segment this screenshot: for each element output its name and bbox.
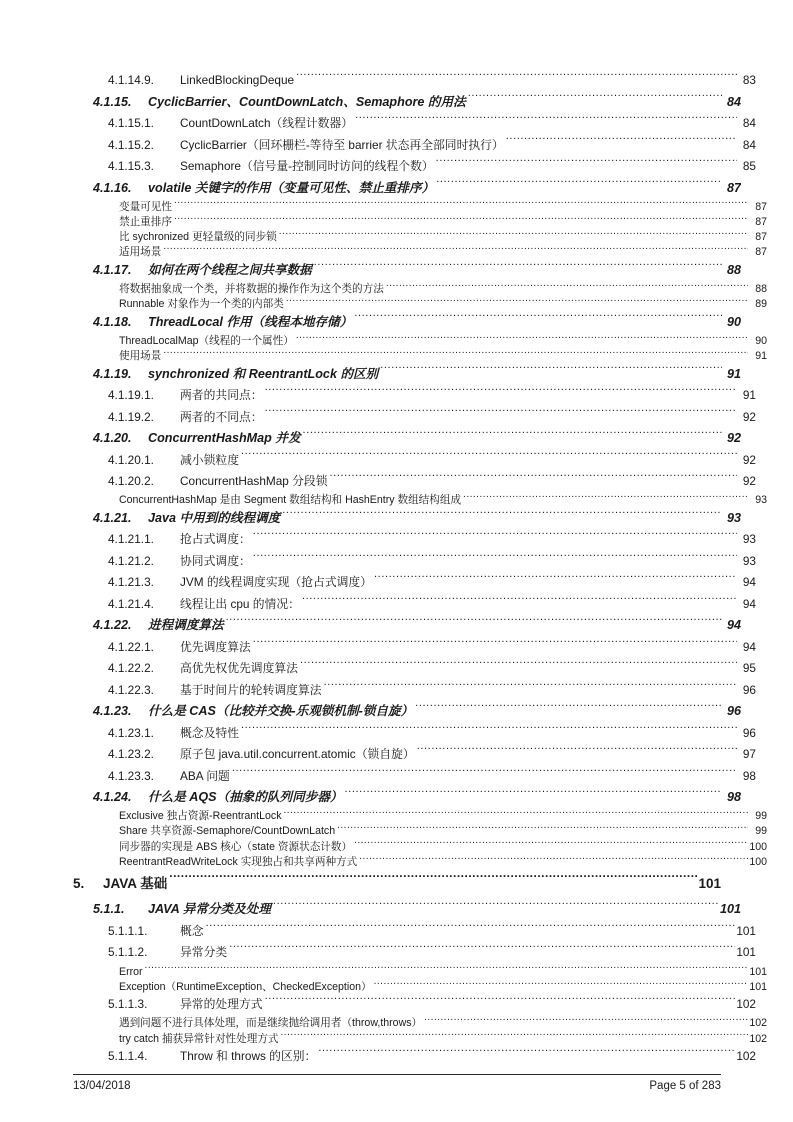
toc-entry-title: 将数据抽象成一个类，并将数据的操作作为这个类的方法: [119, 282, 384, 295]
toc-entry[interactable]: [73, 572, 756, 594]
toc-entry-page: 96: [726, 704, 741, 719]
toc-entry-title: 禁止重排序: [119, 215, 172, 228]
toc-entry[interactable]: [73, 839, 767, 854]
toc-entry-page: 93: [742, 532, 756, 547]
toc-entry-title: CyclicBarrier、CountDownLatch、Semaphore 的用法: [148, 94, 466, 109]
toc-dot-leader: [468, 93, 722, 106]
toc-entry-page: 90: [726, 314, 741, 329]
toc-entry[interactable]: [73, 1046, 756, 1068]
toc-dot-leader: [303, 429, 722, 442]
toc-dot-leader: [380, 365, 722, 378]
toc-entry[interactable]: [73, 723, 756, 745]
toc-entry[interactable]: [73, 766, 756, 788]
toc-entry-number: 5.1.1.2.: [108, 945, 148, 960]
toc-entry[interactable]: [73, 199, 767, 214]
toc-entry-page: 84: [742, 137, 756, 152]
toc-dot-leader: [436, 158, 737, 170]
toc-entry-page: 96: [742, 682, 756, 697]
toc-dot-leader: [354, 313, 722, 326]
toc-entry[interactable]: [73, 594, 756, 616]
toc-entry-page: 87: [755, 230, 767, 243]
toc-entry-title: LinkedBlockingDeque: [180, 73, 295, 87]
toc-entry-title: CyclicBarrier（回环栅栏-等待至 barrier 状态再全部同时执行）: [180, 137, 504, 152]
toc-entry-page: 101: [698, 876, 721, 892]
toc-entry-page: 92: [742, 474, 756, 488]
toc-dot-leader: [265, 997, 736, 1009]
toc-entry-number: 5.1.1.: [93, 902, 125, 917]
toc-entry[interactable]: [73, 296, 767, 311]
toc-entry[interactable]: [73, 1031, 767, 1046]
toc-entry-title: Share 共享资源-Semaphore/CountDownLatch: [119, 825, 336, 838]
toc-entry-title: ABA 问题: [180, 768, 230, 783]
toc-entry-number: 4.1.21.2.: [108, 553, 154, 568]
toc-entry-title: Java 中用到的线程调度: [148, 510, 281, 525]
toc-entry[interactable]: [73, 854, 767, 869]
toc-entry[interactable]: [73, 92, 741, 114]
toc-entry-page: 85: [742, 159, 756, 173]
toc-entry-title: volatile 关键字的作用（变量可见性、禁止重排序）: [148, 180, 435, 195]
toc-dot-leader: [206, 923, 736, 935]
toc-dot-leader: [229, 945, 735, 957]
toc-entry-number: 4.1.23.1.: [108, 725, 154, 740]
toc-entry-number: 4.1.15.3.: [108, 159, 154, 173]
toc-entry-title: 比 sychronized 更轻量级的同步锁: [119, 230, 277, 243]
toc-entry-number: 5.1.1.1.: [108, 923, 148, 938]
toc-dot-leader: [226, 617, 722, 630]
toc-entry-page: 98: [726, 790, 741, 805]
toc-dot-leader: [318, 1048, 735, 1060]
toc-dot-leader: [415, 703, 722, 716]
toc-entry-page: 93: [726, 510, 741, 525]
toc-entry-title: 两者的共同点：: [180, 388, 263, 402]
toc-entry[interactable]: [73, 979, 767, 994]
toc-dot-leader: [302, 596, 737, 608]
toc-dot-leader: [253, 531, 737, 543]
toc-entry-title: ThreadLocalMap（线程的一个属性）: [119, 334, 294, 347]
toc-entry-title: 抢占式调度：: [180, 532, 251, 547]
toc-entry[interactable]: [73, 1016, 767, 1031]
toc-dot-leader: [273, 901, 719, 914]
toc-entry-title: ConcurrentHashMap 是由 Segment 数组结构和 HashEntry 数组结构组成: [119, 494, 462, 507]
toc-entry-number: 4.1.15.2.: [108, 137, 154, 152]
toc-entry-title: Throw 和 throws 的区别：: [180, 1049, 317, 1064]
toc-entry-title: ConcurrentHashMap 并发: [148, 431, 301, 445]
toc-entry[interactable]: [73, 493, 767, 508]
toc-entry-page: 101: [749, 980, 767, 993]
toc-entry-page: 94: [742, 639, 756, 654]
toc-dot-leader: [284, 809, 749, 820]
toc-entry-page: 84: [726, 94, 741, 109]
toc-entry[interactable]: [73, 994, 756, 1016]
toc-entry-title: Exception（RuntimeException、CheckedException）: [119, 980, 372, 993]
toc-dot-leader: [359, 854, 748, 865]
toc-entry-page: 92: [726, 431, 741, 445]
toc-entry-title: 两者的不同点：: [180, 409, 263, 424]
toc-entry-title: 异常的处理方式: [180, 997, 263, 1012]
toc-entry-number: 4.1.24.: [93, 790, 132, 805]
toc-entry[interactable]: [73, 921, 756, 943]
toc-entry-page: 101: [736, 945, 756, 960]
toc-entry-page: 100: [749, 855, 767, 868]
toc-entry-title: 线程让出 cpu 的情况：: [180, 596, 300, 611]
toc-entry[interactable]: [73, 450, 756, 472]
toc-entry-page: 91: [742, 388, 756, 402]
toc-entry[interactable]: [73, 385, 756, 407]
toc-entry-title: ReentrantReadWriteLock 实现独占和共享两种方式: [119, 855, 358, 868]
toc-entry-number: 4.1.15.1.: [108, 116, 154, 130]
toc-entry[interactable]: [73, 824, 767, 839]
toc-dot-leader: [286, 296, 748, 307]
toc-entry-page: 101: [749, 965, 767, 978]
toc-dot-leader: [279, 229, 748, 240]
toc-dot-leader: [282, 509, 722, 522]
toc-entry-page: 88: [726, 262, 741, 277]
toc-entry-number: 4.1.22.1.: [108, 639, 154, 654]
toc-entry-page: 102: [749, 1017, 767, 1030]
toc-entry-number: 4.1.23.3.: [108, 768, 154, 783]
toc-entry-number: 4.1.21.: [93, 510, 132, 525]
toc-dot-leader: [296, 72, 737, 84]
toc-entry[interactable]: [73, 214, 767, 229]
toc-entry[interactable]: [73, 178, 741, 200]
toc-entry-title: Runnable 对象作为一个类的内部类: [119, 298, 284, 311]
toc-entry-title: JAVA 基础: [103, 876, 168, 892]
toc-entry-number: 4.1.20.1.: [108, 452, 154, 467]
toc-entry-title: try catch 捕获异常针对性处理方式: [119, 1032, 279, 1045]
toc-entry-number: 4.1.22.2.: [108, 661, 154, 676]
toc-dot-leader: [374, 574, 737, 586]
toc-entry-page: 91: [755, 349, 767, 362]
toc-dot-leader: [296, 333, 748, 344]
toc-entry-page: 92: [742, 409, 756, 424]
toc-dot-leader: [436, 179, 722, 192]
toc-entry-title: 进程调度算法: [148, 618, 224, 633]
toc-dot-leader: [386, 281, 748, 292]
toc-entry-title: 协同式调度：: [180, 553, 251, 568]
toc-dot-leader: [163, 245, 748, 256]
toc-entry[interactable]: [73, 658, 756, 680]
toc-entry[interactable]: [73, 156, 756, 178]
toc-dot-leader: [324, 682, 737, 694]
toc-entry-title: 遇到问题不进行具体处理，而是继续抛给调用者（throw,throws）: [119, 1017, 423, 1030]
toc-entry-title: 同步器的实现是 ABS 核心（state 资源状态计数）: [119, 840, 353, 853]
toc-entry-number: 4.1.21.1.: [108, 532, 154, 547]
toc-entry[interactable]: [73, 964, 767, 979]
toc-dot-leader: [232, 768, 737, 780]
toc-entry[interactable]: [73, 744, 756, 766]
toc-entry[interactable]: [73, 529, 756, 551]
toc-entry[interactable]: [73, 312, 741, 334]
toc-entry[interactable]: [73, 260, 741, 282]
toc-dot-leader: [337, 824, 748, 835]
toc-dot-leader: [241, 452, 737, 464]
toc-entry[interactable]: [73, 281, 767, 296]
toc-entry-page: 93: [755, 494, 767, 507]
toc-dot-leader: [424, 1016, 748, 1027]
toc-entry[interactable]: [73, 245, 767, 260]
toc-entry-page: 97: [742, 747, 756, 762]
toc-dot-leader: [241, 725, 737, 737]
toc-entry-title: JVM 的线程调度实现（抢占式调度）: [180, 575, 373, 590]
toc-list: [73, 70, 767, 1068]
toc-dot-leader: [145, 964, 748, 975]
toc-entry-page: 96: [742, 725, 756, 740]
toc-entry[interactable]: [73, 407, 756, 429]
toc-entry-title: Error: [119, 965, 143, 978]
toc-entry-title: 什么是 AQS（抽象的队列同步器）: [148, 790, 343, 805]
toc-entry-title: synchronized 和 ReentrantLock 的区别: [148, 366, 379, 381]
toc-entry-page: 89: [755, 298, 767, 311]
toc-entry-title: ThreadLocal 作用（线程本地存储）: [148, 314, 353, 329]
toc-entry[interactable]: [73, 787, 741, 809]
toc-entry[interactable]: [73, 333, 767, 348]
toc-entry-number: 4.1.23.2.: [108, 747, 154, 762]
toc-entry-title: Semaphore（信号量-控制同时访问的线程个数）: [180, 159, 434, 173]
toc-entry[interactable]: [73, 615, 741, 637]
toc-entry-number: 4.1.20.2.: [108, 474, 154, 488]
toc-entry-page: 99: [755, 825, 767, 838]
toc-entry-page: 87: [726, 180, 741, 195]
toc-entry-title: 基于时间片的轮转调度算法: [180, 682, 322, 697]
toc-entry-page: 95: [742, 661, 756, 676]
toc-entry[interactable]: [73, 809, 767, 824]
toc-entry-page: 87: [755, 200, 767, 213]
toc-dot-leader: [174, 214, 748, 225]
toc-dot-leader: [463, 493, 748, 504]
toc-dot-leader: [169, 875, 697, 889]
toc-entry-number: 5.: [73, 876, 85, 892]
toc-entry-page: 91: [726, 366, 741, 381]
toc-entry-number: 4.1.21.4.: [108, 596, 154, 611]
toc-dot-leader: [314, 261, 722, 274]
toc-entry[interactable]: [73, 70, 756, 92]
toc-entry-title: Exclusive 独占资源-ReentrantLock: [119, 810, 282, 823]
toc-entry[interactable]: [73, 113, 756, 135]
toc-entry-number: 4.1.18.: [93, 314, 132, 329]
toc-entry[interactable]: [73, 680, 756, 702]
toc-entry-title: CountDownLatch（线程计数器）: [180, 116, 354, 130]
toc-entry-title: 概念: [180, 923, 204, 938]
toc-dot-leader: [163, 348, 748, 359]
toc-entry-page: 101: [719, 902, 741, 917]
toc-entry[interactable]: [73, 348, 767, 363]
toc-entry-title: 异常分类: [180, 945, 228, 960]
toc-entry-number: 4.1.22.: [93, 618, 132, 633]
toc-dot-leader: [281, 1031, 748, 1042]
toc-dot-leader: [253, 639, 737, 651]
toc-entry-page: 83: [742, 73, 756, 87]
toc-entry-title: 概念及特性: [180, 725, 239, 740]
toc-entry-number: 4.1.19.1.: [108, 388, 154, 402]
toc-entry-number: 5.1.1.4.: [108, 1049, 148, 1064]
toc-entry-title: 减小锁粒度: [180, 452, 239, 467]
toc-entry-title: 原子包 java.util.concurrent.atomic（锁自旋）: [180, 747, 415, 762]
toc-entry-number: 4.1.19.: [93, 366, 132, 381]
toc-entry-page: 100: [749, 840, 767, 853]
toc-entry-page: 93: [742, 553, 756, 568]
toc-entry-page: 90: [755, 334, 767, 347]
toc-entry-page: 92: [742, 452, 756, 467]
toc-entry-page: 88: [755, 282, 767, 295]
toc-dot-leader: [354, 839, 748, 850]
toc-entry-title: 使用场景: [119, 349, 162, 362]
toc-entry-title: 什么是 CAS（比较并交换-乐观锁机制-锁自旋）: [148, 704, 414, 719]
page-footer: [73, 1080, 721, 1092]
toc-dot-leader: [417, 746, 737, 758]
toc-dot-leader: [374, 979, 748, 990]
toc-entry-number: 4.1.16.: [93, 180, 132, 195]
toc-dot-leader: [355, 115, 737, 127]
toc-entry-number: 4.1.14.9.: [108, 73, 154, 87]
toc-entry[interactable]: [73, 637, 756, 659]
toc-entry-page: 102: [749, 1032, 767, 1045]
toc-dot-leader: [174, 199, 748, 210]
toc-entry-page: 94: [742, 596, 756, 611]
toc-entry-page: 101: [736, 923, 756, 938]
footer-page-number: Page 5 of 283: [649, 1080, 721, 1092]
toc-entry-page: 98: [742, 768, 756, 783]
toc-dot-leader: [300, 660, 737, 672]
toc-entry[interactable]: [73, 942, 756, 964]
toc-entry-page: 102: [736, 1049, 756, 1064]
toc-entry-page: 87: [755, 246, 767, 259]
toc-dot-leader: [265, 387, 737, 399]
toc-entry[interactable]: [73, 508, 741, 530]
toc-dot-leader: [345, 789, 722, 802]
toc-entry-number: 5.1.1.3.: [108, 997, 148, 1012]
toc-entry-number: 4.1.19.2.: [108, 409, 154, 424]
toc-entry-page: 84: [742, 116, 756, 130]
toc-entry[interactable]: [73, 701, 741, 723]
toc-entry[interactable]: [73, 229, 767, 244]
toc-entry-title: ConcurrentHashMap 分段锁: [180, 474, 328, 488]
toc-dot-leader: [330, 473, 737, 485]
toc-entry-page: 94: [726, 618, 741, 633]
toc-entry[interactable]: [73, 869, 721, 899]
toc-entry[interactable]: [73, 899, 741, 921]
toc-entry-number: 4.1.20.: [93, 431, 132, 445]
toc-dot-leader: [506, 137, 737, 149]
toc-entry-title: 适用场景: [119, 246, 162, 259]
toc-entry[interactable]: [73, 364, 741, 386]
toc-entry-title: JAVA 异常分类及处理: [148, 902, 271, 917]
toc-entry-title: 变量可见性: [119, 200, 172, 213]
toc-entry-page: 102: [736, 997, 756, 1012]
toc-entry-page: 99: [755, 810, 767, 823]
toc-entry[interactable]: [73, 428, 741, 450]
footer-divider: [73, 1074, 721, 1075]
toc-entry-number: 4.1.17.: [93, 262, 132, 277]
toc-entry-number: 4.1.21.3.: [108, 575, 154, 590]
toc-entry-title: 高优先权优先调度算法: [180, 661, 298, 676]
toc-entry[interactable]: [73, 135, 756, 157]
toc-entry-number: 4.1.22.3.: [108, 682, 154, 697]
footer-date: 13/04/2018: [73, 1080, 131, 1092]
toc-entry-number: 4.1.23.: [93, 704, 132, 719]
toc-dot-leader: [265, 409, 737, 421]
toc-entry-number: 4.1.15.: [93, 94, 132, 109]
toc-entry-title: 优先调度算法: [180, 639, 251, 654]
toc-entry-page: 87: [755, 215, 767, 228]
toc-entry-page: 94: [742, 575, 756, 590]
toc-dot-leader: [253, 553, 737, 565]
toc-entry[interactable]: [73, 551, 756, 573]
toc-entry-title: 如何在两个线程之间共享数据: [148, 262, 312, 277]
toc-entry[interactable]: [73, 471, 756, 493]
